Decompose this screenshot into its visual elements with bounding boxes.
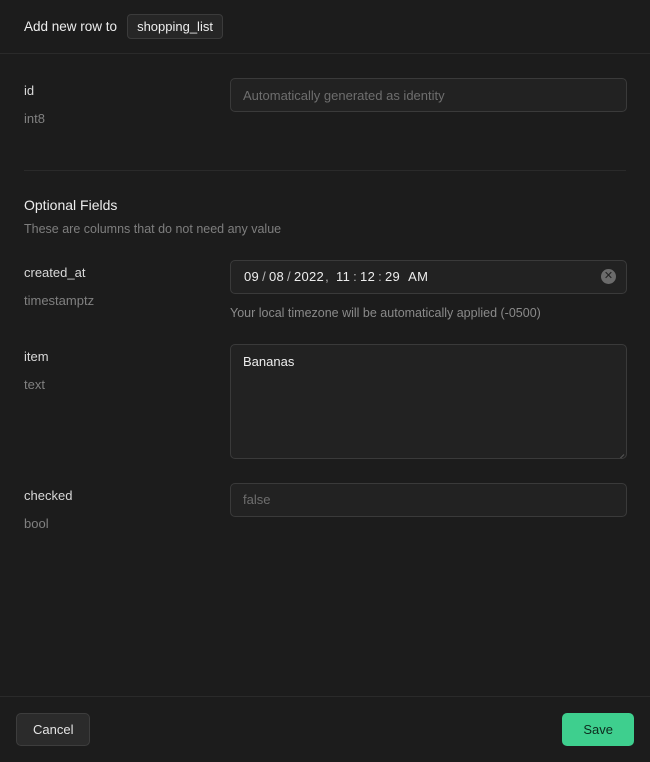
created-at-timezone-hint: Your local timezone will be automatically applied (-0500) <box>230 305 541 320</box>
datetime-hour[interactable]: 11 <box>336 269 351 285</box>
datetime-date-separator-2: / <box>287 269 291 285</box>
optional-fields-title: Optional Fields <box>24 196 118 213</box>
panel-footer <box>0 696 650 762</box>
field-row-id <box>24 54 626 129</box>
panel-body <box>0 54 650 533</box>
checked-input[interactable]: false <box>230 483 627 517</box>
resize-handle-icon[interactable] <box>614 446 624 456</box>
datetime-month[interactable]: 09 <box>244 269 260 285</box>
field-name-id: id <box>24 83 35 98</box>
datetime-second[interactable]: 29 <box>385 269 401 285</box>
cancel-button[interactable]: Cancel <box>16 713 90 746</box>
field-name-created-at: created_at <box>24 264 86 280</box>
field-label-checked <box>24 483 230 534</box>
datetime-minute[interactable]: 12 <box>360 269 376 285</box>
field-type-id: int8 <box>24 110 45 126</box>
field-type-item: text <box>24 376 45 392</box>
optional-fields-subtitle: These are columns that do not need any value <box>24 221 282 236</box>
field-type-checked: bool <box>24 515 49 531</box>
datetime-day[interactable]: 08 <box>268 269 285 285</box>
optional-fields-header <box>24 171 626 236</box>
field-name-checked: checked <box>24 487 73 503</box>
field-label-item <box>24 344 230 395</box>
field-input-col-id <box>230 78 626 112</box>
item-textarea[interactable] <box>230 344 627 459</box>
datetime-time-separator-2: : <box>378 269 383 285</box>
created-at-datetime-input[interactable] <box>230 260 627 294</box>
datetime-date-separator-1: / <box>262 269 266 285</box>
field-type-created-at: timestamptz <box>24 292 95 308</box>
save-button[interactable]: Save <box>562 713 634 746</box>
field-name-item: item <box>24 348 49 364</box>
datetime-value <box>243 269 428 284</box>
field-row-checked <box>24 459 626 534</box>
field-label-id <box>24 78 230 129</box>
field-input-col-item <box>230 344 626 459</box>
clear-icon[interactable]: ✕ <box>601 269 616 284</box>
field-row-created-at <box>24 236 626 320</box>
datetime-comma: , <box>325 269 330 285</box>
table-name-chip: shopping_list <box>127 14 223 39</box>
datetime-ampm[interactable]: AM <box>408 269 429 285</box>
field-input-col-checked <box>230 483 626 517</box>
page-title: Add new row to <box>24 19 118 34</box>
id-input[interactable]: Automatically generated as identity <box>230 78 627 112</box>
field-label-created-at <box>24 260 230 311</box>
panel-header <box>0 0 650 54</box>
datetime-year[interactable]: 2022 <box>293 269 325 285</box>
field-row-item <box>24 320 626 459</box>
item-textarea-value: Bananas <box>243 353 295 369</box>
field-input-col-created-at <box>230 260 626 320</box>
datetime-time-separator-1: : <box>353 269 358 285</box>
